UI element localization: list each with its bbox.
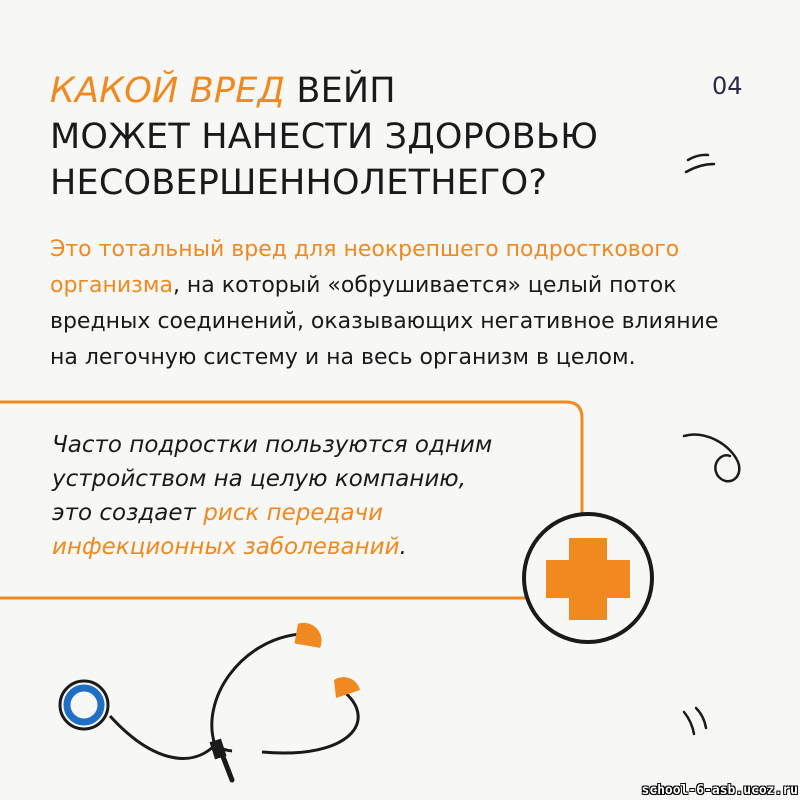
title-rest: ВЕЙП: [285, 71, 396, 111]
paragraph-accent-word: организма: [50, 273, 173, 298]
paragraph-line-4: на легочную систему и на весь организм в целом.: [50, 345, 636, 370]
callout-text: [52, 428, 572, 564]
title-line-3: НЕСОВЕРШЕННОЛЕТНЕГО?: [50, 163, 548, 203]
watermark: school-6-asb.ucoz.ru: [641, 783, 798, 798]
callout-line-3: [52, 496, 572, 530]
callout-line-3-accent: риск передачи: [203, 500, 384, 526]
callout-line-3-plain: это создает: [52, 500, 204, 526]
paragraph-line-1: Это тотальный вред для неокрепшего подросткового: [50, 237, 680, 262]
callout-line-2: устройством на целую компанию,: [52, 466, 466, 492]
spark-icon: [684, 708, 706, 734]
paragraph-line-2-rest: , на который «обрушивается» целый поток: [172, 273, 677, 298]
stethoscope-icon: [60, 622, 360, 780]
page-number: 04: [712, 72, 743, 100]
callout-line-4-rest: .: [399, 534, 407, 560]
squiggle-icon: [686, 155, 714, 172]
paragraph-line-3: вредных соединений, оказывающих негативное влияние: [50, 309, 719, 334]
loop-squiggle-icon: [684, 435, 739, 482]
title-line-2: МОЖЕТ НАНЕСТИ ЗДОРОВЬЮ: [50, 117, 599, 157]
callout-line-4: [52, 530, 572, 564]
callout-line-1: Часто подростки пользуются одним: [52, 432, 493, 458]
title-accent: КАКОЙ ВРЕД: [50, 71, 286, 111]
callout-line-4-accent: инфекционных заболеваний: [52, 534, 400, 560]
